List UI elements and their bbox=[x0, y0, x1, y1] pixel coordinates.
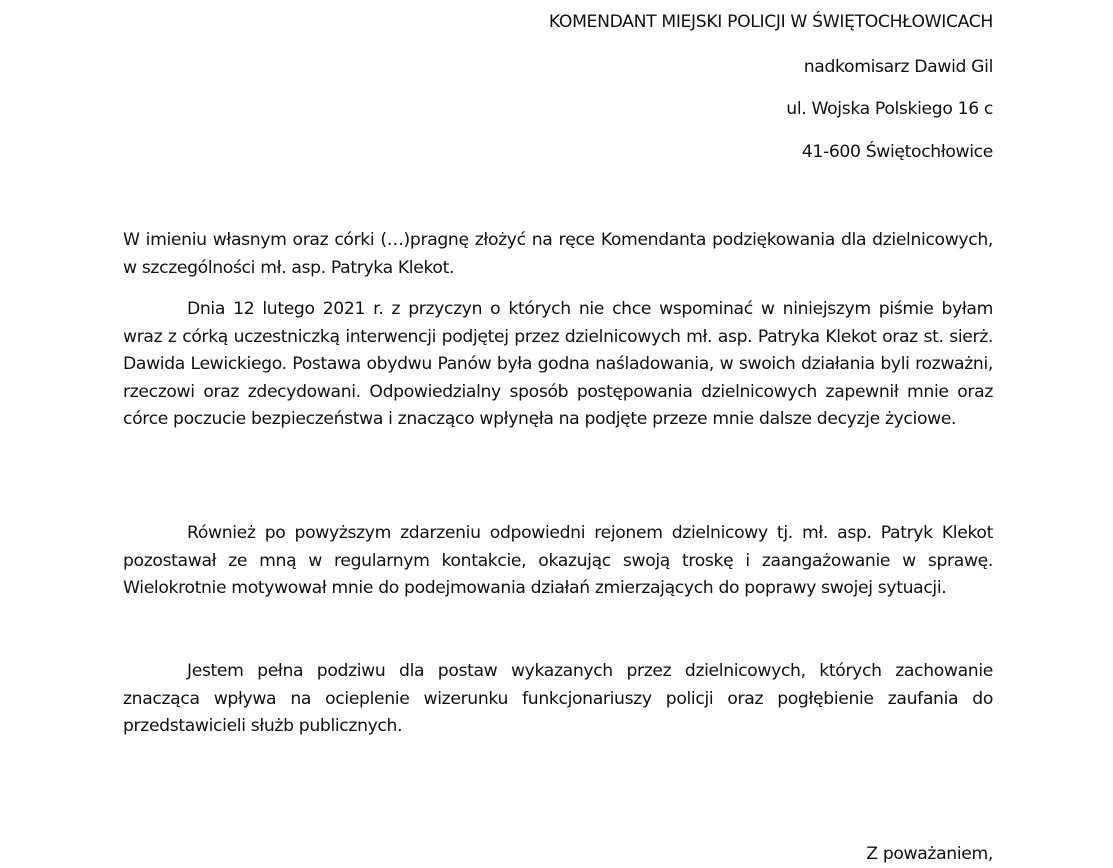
recipient-street: ul. Wojska Polskiego 16 c bbox=[786, 99, 993, 119]
paragraph-admiration: Jestem pełna podziwu dla postaw wykazanych przez dzielnicowych, których zachowanie znacząca wpływa na ocieplenie wizerunku funkcjonariuszy policji oraz pogłębienie zaufania do przedstawicieli służb publicznych. bbox=[123, 661, 993, 736]
recipient-title: KOMENDANT MIEJSKI POLICJI W ŚWIĘTOCHŁOWICACH bbox=[548, 12, 993, 32]
recipient-city: 41-600 Świętochłowice bbox=[801, 142, 993, 162]
recipient-name: nadkomisarz Dawid Gil bbox=[803, 57, 993, 77]
paragraph-intro: W imieniu własnym oraz córki (…)pragnę złożyć na ręce Komendanta podziękowania dla dzielnicowych, w szczególności mł. asp. Patryka Klekot. bbox=[123, 230, 993, 278]
paragraph-followup: Również po powyższym zdarzeniu odpowiedni rejonem dzielnicowy tj. mł. asp. Patryk Klekot pozostawał ze mną w regularnym kontakcie, okazując swoją troskę i zaangażowanie w sprawę. Wielokrotnie motywował mnie do podejmowania działań zmierzających do poprawy swojej sytuacji. bbox=[123, 523, 993, 598]
paragraph-incident: Dnia 12 lutego 2021 r. z przyczyn o których nie chce wspominać w niniejszym piśmie byłam wraz z córką uczestniczką interwencji podjętej przez dzielnicowych mł. asp. Patryka Klekot oraz st. sierż. Dawida Lewickiego. Postawa obydwu Panów była godna naśladowania, w swoich działania byli rozważni, rzeczowi oraz zdecydowani. Odpowiedzialny sposób postępowania dzielnicowych zapewnił mnie oraz córce poczucie bezpieczeństwa i znacząco wpłynęła na podjęte przeze mnie dalsze decyzje życiowe. bbox=[123, 299, 993, 429]
closing-salutation: Z poważaniem, bbox=[866, 844, 993, 864]
